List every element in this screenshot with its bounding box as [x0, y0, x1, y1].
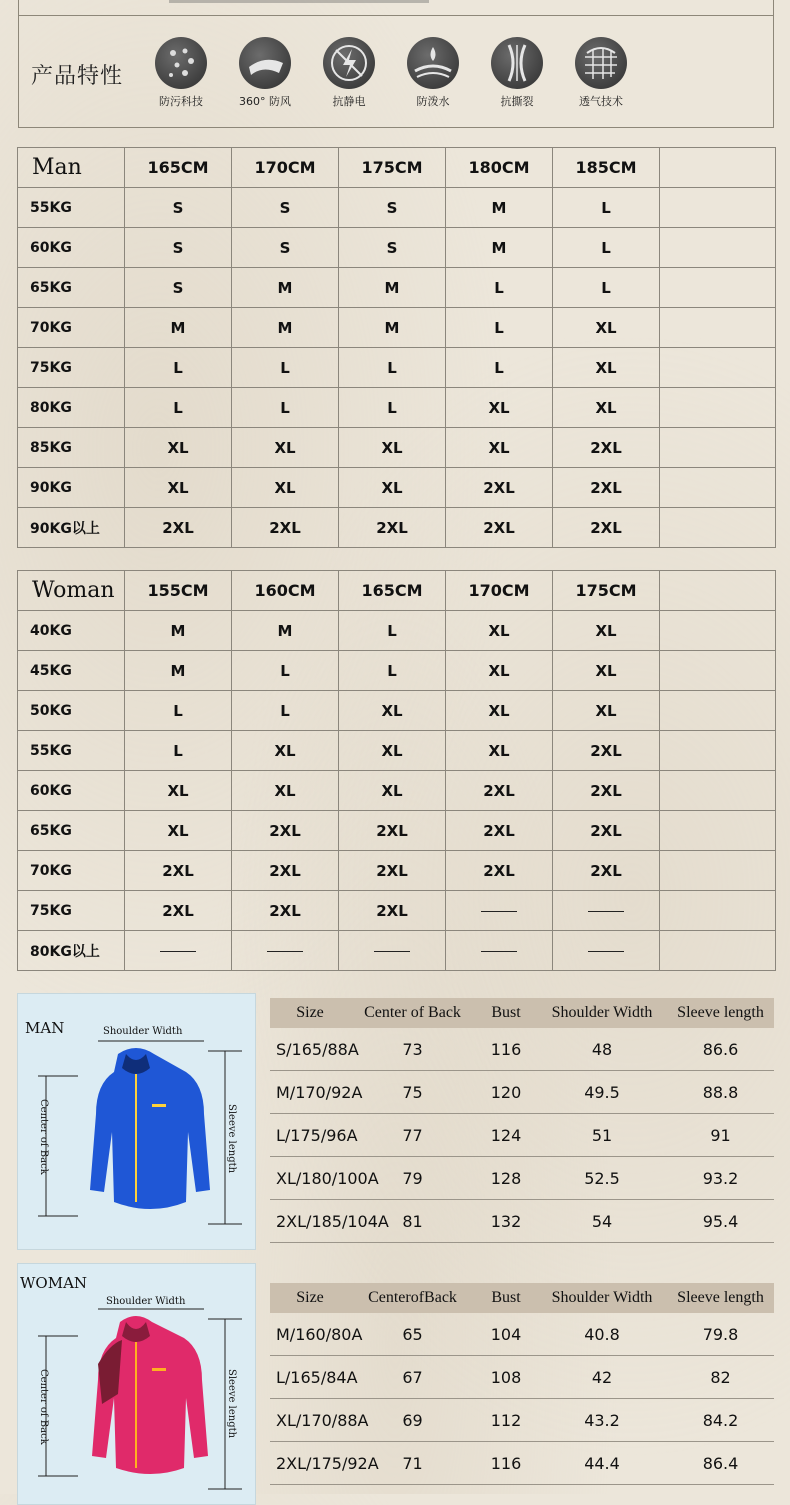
- measurement-cell: 77: [350, 1114, 475, 1157]
- size-cell: 2XL: [446, 851, 553, 891]
- size-cell: XL: [553, 611, 660, 651]
- table-row: [18, 508, 776, 548]
- feature-item: [304, 37, 394, 109]
- height-header: 180CM: [446, 148, 553, 188]
- empty-cell: [660, 468, 776, 508]
- size-cell: 2XL: [125, 508, 232, 548]
- size-cell: 2XL: [339, 851, 446, 891]
- size-cell: M: [125, 651, 232, 691]
- feature-item: [472, 37, 562, 109]
- tear-resistant-icon: [491, 37, 543, 89]
- empty-cell: [660, 308, 776, 348]
- size-cell: M: [339, 268, 446, 308]
- size-cell: [553, 891, 660, 931]
- sleeve-length-label: Sleeve length: [226, 1369, 237, 1439]
- table-corner: Man: [18, 148, 125, 188]
- weight-label: 70KG: [18, 851, 125, 891]
- size-cell: M: [339, 308, 446, 348]
- size-cell: XL: [446, 651, 553, 691]
- anti-static-icon: [323, 37, 375, 89]
- not-available-dash: [588, 951, 624, 952]
- feature-label: 防污科技: [159, 95, 203, 108]
- jacket-illustration: [18, 994, 255, 1249]
- size-cell: [446, 891, 553, 931]
- empty-cell: [660, 851, 776, 891]
- table-row: [18, 308, 776, 348]
- weight-label: 80KG: [18, 388, 125, 428]
- woman-jacket-figure: [17, 1263, 256, 1505]
- empty-cell: [660, 611, 776, 651]
- sleeve-length-label: Sleeve length: [226, 1104, 237, 1174]
- man-measurement-table: [270, 998, 774, 1243]
- empty-cell: [660, 508, 776, 548]
- size-cell: 2XL: [446, 771, 553, 811]
- table-corner: Woman: [18, 571, 125, 611]
- empty-cell: [660, 268, 776, 308]
- size-cell: S: [339, 188, 446, 228]
- measurement-cell: 116: [475, 1028, 537, 1071]
- size-cell: XL: [232, 731, 339, 771]
- measurement-cell: 52.5: [537, 1157, 667, 1200]
- windproof-icon: [239, 37, 291, 89]
- table-row: [18, 731, 776, 771]
- man-jacket-figure: [17, 993, 256, 1250]
- size-cell: XL: [446, 611, 553, 651]
- figure-label: WOMAN: [20, 1274, 88, 1292]
- feature-title: 产品特性: [31, 64, 124, 89]
- empty-cell: [660, 771, 776, 811]
- table-row: [18, 468, 776, 508]
- size-cell: XL: [446, 388, 553, 428]
- weight-label: 65KG: [18, 268, 125, 308]
- size-cell: XL: [553, 348, 660, 388]
- measurement-cell: 112: [475, 1399, 537, 1442]
- size-cell: L: [553, 228, 660, 268]
- height-header: 155CM: [125, 571, 232, 611]
- size-cell: XL: [125, 771, 232, 811]
- measurement-cell: 44.4: [537, 1442, 667, 1485]
- size-cell: XL: [232, 771, 339, 811]
- height-header: 160CM: [232, 571, 339, 611]
- figure-label: MAN: [25, 1019, 65, 1037]
- size-cell: 2XL: [553, 811, 660, 851]
- measurement-cell: 69: [350, 1399, 475, 1442]
- shoulder-width-label: Shoulder Width: [106, 1296, 186, 1307]
- height-header: 175CM: [553, 571, 660, 611]
- size-cell: XL: [339, 731, 446, 771]
- not-available-dash: [588, 911, 624, 912]
- height-header: 170CM: [232, 148, 339, 188]
- weight-label: 75KG: [18, 891, 125, 931]
- table-row: [270, 1399, 774, 1442]
- size-cell: XL: [553, 651, 660, 691]
- size-cell: 2XL: [446, 811, 553, 851]
- size-cell: XL: [553, 308, 660, 348]
- empty-cell: [660, 348, 776, 388]
- size-cell: XL: [339, 468, 446, 508]
- measurement-cell: 132: [475, 1200, 537, 1243]
- size-spec-cell: M/170/92A: [270, 1071, 350, 1114]
- measurement-cell: 71: [350, 1442, 475, 1485]
- size-cell: 2XL: [232, 891, 339, 931]
- table-row: [270, 1200, 774, 1243]
- header-row: [18, 571, 776, 611]
- table-row: [18, 428, 776, 468]
- size-cell: L: [553, 268, 660, 308]
- height-header: 185CM: [553, 148, 660, 188]
- size-cell: 2XL: [553, 508, 660, 548]
- size-cell: L: [446, 308, 553, 348]
- column-header: Sleeve length: [667, 998, 774, 1028]
- divider: [19, 15, 773, 16]
- measurement-cell: 81: [350, 1200, 475, 1243]
- measurement-cell: 40.8: [537, 1313, 667, 1356]
- header-row: [18, 148, 776, 188]
- empty-cell: [660, 228, 776, 268]
- column-header: Size: [270, 1283, 350, 1313]
- center-back-label: Center of Back: [38, 1369, 49, 1445]
- empty-cell: [660, 731, 776, 771]
- shoulder-width-label: Shoulder Width: [103, 1026, 183, 1037]
- measurement-cell: 124: [475, 1114, 537, 1157]
- weight-label: 70KG: [18, 308, 125, 348]
- size-cell: XL: [446, 731, 553, 771]
- table-row: [18, 931, 776, 971]
- size-spec-cell: XL/180/100A: [270, 1157, 350, 1200]
- size-cell: XL: [446, 428, 553, 468]
- weight-label: 50KG: [18, 691, 125, 731]
- size-cell: L: [339, 611, 446, 651]
- size-spec-cell: 2XL/175/92A: [270, 1442, 350, 1485]
- measurement-cell: 128: [475, 1157, 537, 1200]
- feature-label: 360° 防风: [239, 95, 291, 108]
- column-header: Center of Back: [350, 998, 475, 1028]
- table-row: [270, 1071, 774, 1114]
- size-cell: XL: [446, 691, 553, 731]
- header-row: [270, 1283, 774, 1313]
- measurement-cell: 86.6: [667, 1028, 774, 1071]
- size-cell: XL: [125, 428, 232, 468]
- size-cell: [125, 931, 232, 971]
- weight-label: 55KG: [18, 731, 125, 771]
- table-row: [18, 771, 776, 811]
- table-row: [270, 1028, 774, 1071]
- size-cell: L: [339, 651, 446, 691]
- size-cell: L: [232, 388, 339, 428]
- size-cell: M: [446, 188, 553, 228]
- size-cell: L: [446, 268, 553, 308]
- measurement-cell: 86.4: [667, 1442, 774, 1485]
- size-cell: L: [339, 388, 446, 428]
- size-cell: L: [125, 731, 232, 771]
- feature-label: 抗静电: [332, 95, 366, 108]
- size-cell: L: [125, 348, 232, 388]
- measurement-cell: 79: [350, 1157, 475, 1200]
- size-cell: XL: [339, 691, 446, 731]
- woman-measurement-table: [270, 1283, 774, 1485]
- empty-cell: [660, 811, 776, 851]
- height-header: 170CM: [446, 571, 553, 611]
- empty-cell: [660, 428, 776, 468]
- weight-label: 40KG: [18, 611, 125, 651]
- height-header: 165CM: [125, 148, 232, 188]
- jacket-illustration: [18, 1264, 255, 1504]
- water-repellent-icon: [407, 37, 459, 89]
- height-header: 165CM: [339, 571, 446, 611]
- size-cell: [232, 931, 339, 971]
- measurement-cell: 73: [350, 1028, 475, 1071]
- weight-label: 85KG: [18, 428, 125, 468]
- measurement-cell: 67: [350, 1356, 475, 1399]
- size-cell: S: [339, 228, 446, 268]
- empty-cell: [660, 651, 776, 691]
- not-available-dash: [481, 911, 517, 912]
- table-row: [270, 1356, 774, 1399]
- measurement-cell: 84.2: [667, 1399, 774, 1442]
- measurement-cell: 51: [537, 1114, 667, 1157]
- measurement-cell: 65: [350, 1313, 475, 1356]
- measurement-cell: 108: [475, 1356, 537, 1399]
- size-cell: 2XL: [553, 428, 660, 468]
- measurement-cell: 91: [667, 1114, 774, 1157]
- weight-label: 65KG: [18, 811, 125, 851]
- size-cell: L: [232, 651, 339, 691]
- empty-cell: [660, 891, 776, 931]
- table-row: [18, 228, 776, 268]
- table-row: [18, 268, 776, 308]
- measurement-cell: 42: [537, 1356, 667, 1399]
- size-cell: 2XL: [232, 811, 339, 851]
- not-available-dash: [160, 951, 196, 952]
- size-cell: XL: [339, 428, 446, 468]
- table-row: [18, 691, 776, 731]
- feature-label: 透气技术: [579, 95, 623, 108]
- column-header: CenterofBack: [350, 1283, 475, 1313]
- feature-panel: [18, 0, 774, 128]
- size-cell: L: [232, 348, 339, 388]
- size-cell: 2XL: [339, 891, 446, 931]
- measurement-cell: 95.4: [667, 1200, 774, 1243]
- table-row: [18, 811, 776, 851]
- size-cell: 2XL: [553, 771, 660, 811]
- feature-item: [220, 37, 310, 109]
- empty-cell: [660, 691, 776, 731]
- size-cell: XL: [232, 428, 339, 468]
- measurement-cell: 75: [350, 1071, 475, 1114]
- size-cell: 2XL: [339, 508, 446, 548]
- size-cell: [339, 931, 446, 971]
- woman-size-table: [17, 570, 776, 971]
- empty-cell: [660, 388, 776, 428]
- column-header: Sleeve length: [667, 1283, 774, 1313]
- size-cell: 2XL: [125, 891, 232, 931]
- not-available-dash: [374, 951, 410, 952]
- measurement-cell: 120: [475, 1071, 537, 1114]
- size-cell: XL: [553, 388, 660, 428]
- size-cell: XL: [125, 468, 232, 508]
- weight-label: 45KG: [18, 651, 125, 691]
- height-header: 175CM: [339, 148, 446, 188]
- empty-cell: [660, 931, 776, 971]
- breathable-icon: [575, 37, 627, 89]
- column-header: Shoulder Width: [537, 1283, 667, 1313]
- cropped-text-strip: [169, 0, 429, 3]
- measurement-cell: 43.2: [537, 1399, 667, 1442]
- size-cell: M: [125, 308, 232, 348]
- size-cell: 2XL: [339, 811, 446, 851]
- weight-label: 55KG: [18, 188, 125, 228]
- size-cell: XL: [232, 468, 339, 508]
- measurement-cell: 88.8: [667, 1071, 774, 1114]
- not-available-dash: [481, 951, 517, 952]
- column-header: Bust: [475, 998, 537, 1028]
- measurement-cell: 49.5: [537, 1071, 667, 1114]
- feature-label: 防泼水: [416, 95, 450, 108]
- column-header: Bust: [475, 1283, 537, 1313]
- table-row: [18, 348, 776, 388]
- size-spec-cell: L/175/96A: [270, 1114, 350, 1157]
- size-cell: XL: [125, 811, 232, 851]
- size-cell: 2XL: [232, 508, 339, 548]
- center-back-label: Center of Back: [38, 1099, 49, 1175]
- empty-cell: [660, 188, 776, 228]
- column-header: Shoulder Width: [537, 998, 667, 1028]
- empty-cell: [660, 571, 776, 611]
- weight-label: 90KG以上: [18, 508, 125, 548]
- table-row: [18, 388, 776, 428]
- measurement-cell: 116: [475, 1442, 537, 1485]
- size-cell: M: [232, 308, 339, 348]
- size-spec-cell: S/165/88A: [270, 1028, 350, 1071]
- size-cell: L: [446, 348, 553, 388]
- size-cell: L: [125, 388, 232, 428]
- size-cell: 2XL: [125, 851, 232, 891]
- size-cell: M: [125, 611, 232, 651]
- size-cell: M: [232, 268, 339, 308]
- stain-resistant-icon: [155, 37, 207, 89]
- table-row: [18, 188, 776, 228]
- size-cell: S: [125, 228, 232, 268]
- size-spec-cell: L/165/84A: [270, 1356, 350, 1399]
- weight-label: 60KG: [18, 228, 125, 268]
- size-spec-cell: XL/170/88A: [270, 1399, 350, 1442]
- table-row: [270, 1442, 774, 1485]
- not-available-dash: [267, 951, 303, 952]
- size-cell: M: [232, 611, 339, 651]
- size-cell: 2XL: [232, 851, 339, 891]
- size-cell: L: [339, 348, 446, 388]
- size-cell: [553, 931, 660, 971]
- table-row: [18, 891, 776, 931]
- size-cell: S: [125, 188, 232, 228]
- size-spec-cell: M/160/80A: [270, 1313, 350, 1356]
- measurement-cell: 104: [475, 1313, 537, 1356]
- size-cell: L: [553, 188, 660, 228]
- measurement-cell: 79.8: [667, 1313, 774, 1356]
- weight-label: 90KG: [18, 468, 125, 508]
- table-row: [18, 651, 776, 691]
- man-size-table: [17, 147, 776, 548]
- size-cell: M: [446, 228, 553, 268]
- size-cell: XL: [553, 691, 660, 731]
- feature-item: [136, 37, 226, 109]
- table-row: [270, 1114, 774, 1157]
- table-row: [270, 1313, 774, 1356]
- measurement-cell: 48: [537, 1028, 667, 1071]
- empty-cell: [660, 148, 776, 188]
- weight-label: 80KG以上: [18, 931, 125, 971]
- measurement-cell: 54: [537, 1200, 667, 1243]
- feature-label: 抗撕裂: [500, 95, 534, 108]
- table-row: [18, 851, 776, 891]
- size-cell: L: [232, 691, 339, 731]
- measurement-cell: 93.2: [667, 1157, 774, 1200]
- size-cell: XL: [339, 771, 446, 811]
- measurement-cell: 82: [667, 1356, 774, 1399]
- weight-label: 60KG: [18, 771, 125, 811]
- size-cell: L: [125, 691, 232, 731]
- size-cell: 2XL: [553, 731, 660, 771]
- feature-item: [388, 37, 478, 109]
- size-cell: S: [232, 188, 339, 228]
- size-cell: 2XL: [553, 851, 660, 891]
- column-header: Size: [270, 998, 350, 1028]
- size-cell: 2XL: [553, 468, 660, 508]
- size-cell: S: [232, 228, 339, 268]
- feature-item: [556, 37, 646, 109]
- size-cell: 2XL: [446, 468, 553, 508]
- size-cell: S: [125, 268, 232, 308]
- table-row: [270, 1157, 774, 1200]
- size-cell: [446, 931, 553, 971]
- size-cell: 2XL: [446, 508, 553, 548]
- header-row: [270, 998, 774, 1028]
- size-spec-cell: 2XL/185/104A: [270, 1200, 350, 1243]
- weight-label: 75KG: [18, 348, 125, 388]
- table-row: [18, 611, 776, 651]
